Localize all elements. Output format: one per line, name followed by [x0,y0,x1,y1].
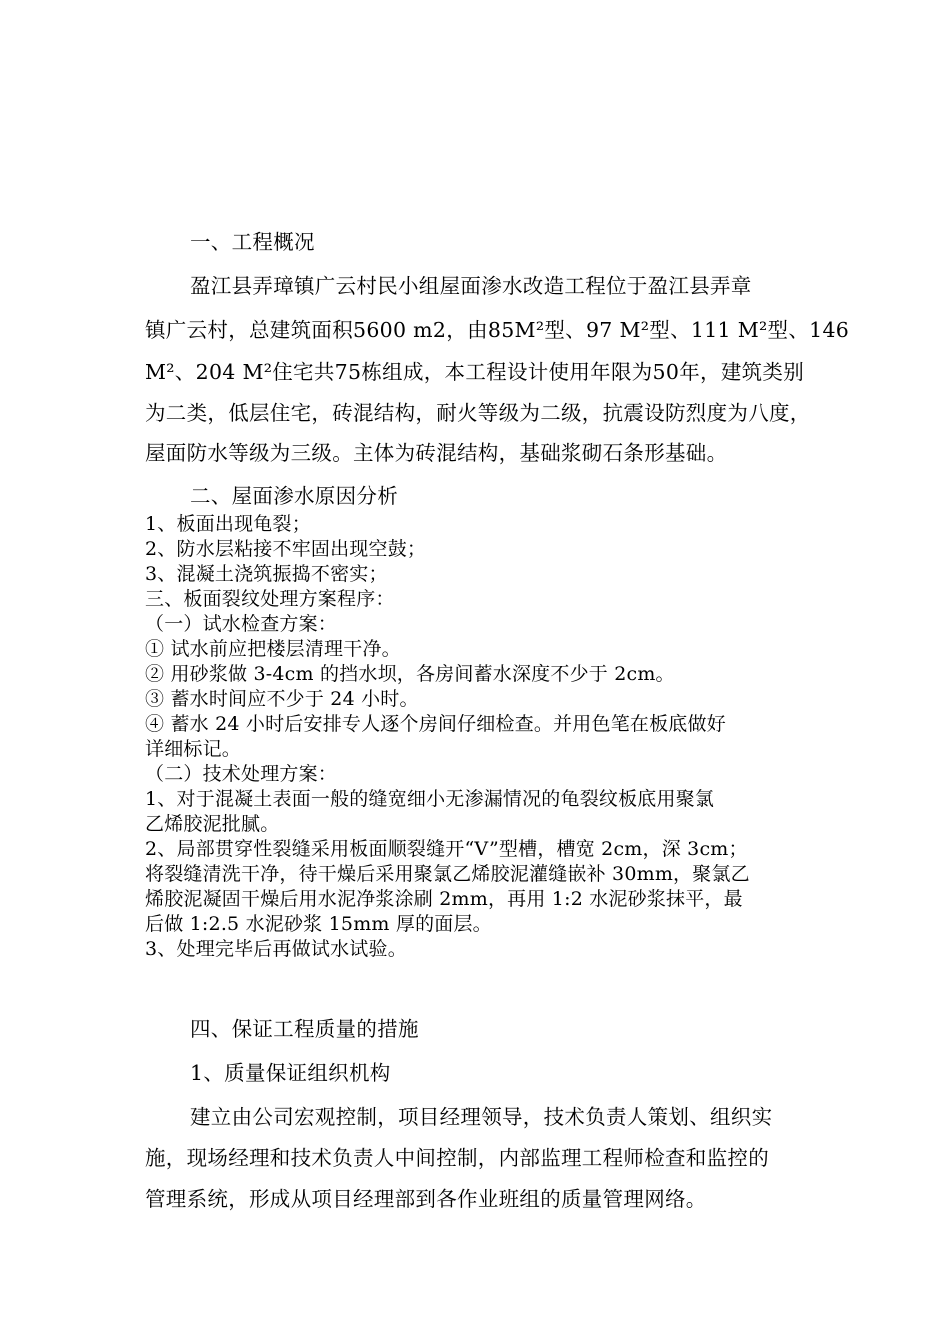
sub-heading: （一）试水检查方案： [145,613,338,635]
list-item: 将裂缝清洗干净，待干燥后采用聚氯乙烯胶泥灌缝嵌补 30mm，聚氯乙 [145,863,750,885]
list-item: 2、防水层粘接不牢固出现空鼓； [145,538,427,560]
list-item: 1、对于混凝土表面一般的缝宽细小无渗漏情况的龟裂纹板底用聚氯 [145,788,715,810]
list-item: ④ 蓄水 24 小时后安排专人逐个房间仔细检查。并用色笔在板底做好 [145,713,726,735]
list-item: ② 用砂浆做 3-4cm 的挡水坝，各房间蓄水深度不少于 2cm。 [145,663,675,685]
paragraph-line: 为二类，低层住宅，砖混结构，耐火等级为二级，抗震设防烈度为八度， [145,401,811,425]
list-item: 详细标记。 [145,738,242,760]
list-item: 3、混凝土浇筑振捣不密实； [145,563,388,585]
list-item: 3、处理完毕后再做试水试验。 [145,938,407,960]
paragraph-line: M²、204 M²住宅共75栋组成，本工程设计使用年限为50年，建筑类别 [145,360,805,384]
paragraph-line: 建立由公司宏观控制，项目经理领导，技术负责人策划、组织实 [190,1105,773,1129]
paragraph-line: 屋面防水等级为三级。主体为砖混结构，基础浆砌石条形基础。 [145,441,728,465]
list-item: ③ 蓄水时间应不少于 24 小时。 [145,688,419,710]
section-heading: 四、保证工程质量的措施 [190,1017,419,1041]
section-heading: 二、屋面渗水原因分析 [190,484,398,508]
list-item: 1、板面出现龟裂； [145,513,311,535]
paragraph-line: 盈江县弄璋镇广云村民小组屋面渗水改造工程位于盈江县弄章 [190,274,752,298]
list-item: 后做 1:2.5 水泥砂浆 15mm 厚的面层。 [145,913,492,935]
list-item: 乙烯胶泥批腻。 [145,813,280,835]
list-item: ① 试水前应把楼层清理干净。 [145,638,401,660]
sub-heading: （二）技术处理方案： [145,763,338,785]
paragraph-line: 施，现场经理和技术负责人中间控制，内部监理工程师检查和监控的 [145,1146,769,1170]
list-item: 烯胶泥凝固干燥后用水泥净浆涂刷 2mm，再用 1:2 水泥砂浆抹平，最 [145,888,743,910]
list-item: 2、局部贯穿性裂缝采用板面顺裂缝开“V”型槽，槽宽 2cm，深 3cm； [145,838,748,860]
paragraph-line: 镇广云村，总建筑面积5600 m2，由85M²型、97 M²型、111 M²型、146 [145,318,850,342]
sub-heading: 1、质量保证组织机构 [190,1061,391,1085]
section-heading: 一、工程概况 [190,230,315,254]
section-heading: 三、板面裂纹处理方案程序： [145,588,395,610]
paragraph-line: 管理系统，形成从项目经理部到各作业班组的质量管理网络。 [145,1187,707,1211]
